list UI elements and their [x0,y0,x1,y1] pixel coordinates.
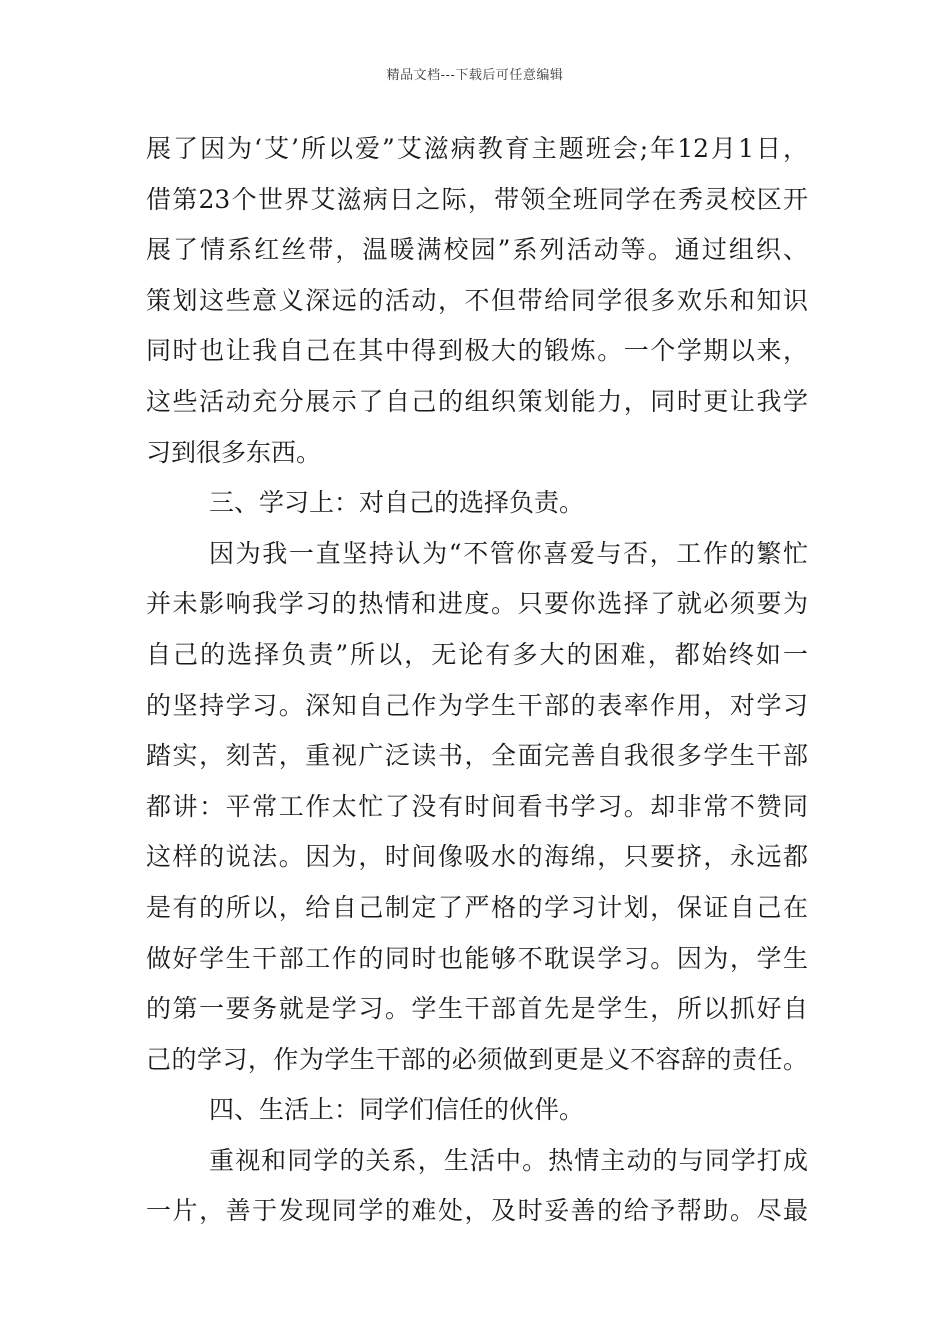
text-line: 做好学生干部工作的同时也能够不耽误学习。因为，学生 [146,943,808,973]
text-line: 借第23个世界艾滋病日之际，带领全班同学在秀灵校区开 [146,184,808,214]
text-line: 是有的所以，给自己制定了严格的学习计划，保证自己在 [146,892,808,922]
text-line: 展了因为‘艾’所以爱”艾滋病教育主题班会;年12月1日， [146,134,808,163]
text-line: 四、生活上：同学们信任的伙伴。 [209,1095,585,1125]
text-line: 习到很多东西。 [146,437,322,467]
text-line: 一片，善于发现同学的难处，及时妥善的给予帮助。尽最 [146,1196,808,1226]
text-line: 展了情系红丝带，温暖满校园”系列活动等。通过组织、 [146,235,808,265]
text-line: 这样的说法。因为，时间像吸水的海绵，只要挤，永远都 [146,842,808,872]
document-body [146,128,808,1241]
text-line: 这些活动充分展示了自己的组织策划能力，同时更让我学 [146,386,808,416]
text-line: 自己的选择负责”所以，无论有多大的困难，都始终如一 [146,639,808,669]
text-line: 三、学习上：对自己的选择负责。 [209,488,585,518]
page-header: 精品文档---下载后可任意编辑 [386,68,564,83]
text-line: 的坚持学习。深知自己作为学生干部的表率作用，对学习 [146,690,808,720]
text-line: 都讲：平常工作太忙了没有时间看书学习。却非常不赞同 [146,791,808,821]
text-line: 同时也让我自己在其中得到极大的锻炼。一个学期以来， [146,336,808,366]
text-line: 策划这些意义深远的活动，不但带给同学很多欢乐和知识 [146,285,808,315]
text-line: 重视和同学的关系，生活中。热情主动的与同学打成 [209,1145,808,1175]
text-line: 的第一要务就是学习。学生干部首先是学生，所以抓好自 [146,994,808,1024]
text-line: 己的学习，作为学生干部的必须做到更是义不容辞的责任。 [146,1044,808,1074]
text-line: 因为我一直坚持认为“不管你喜爱与否，工作的繁忙 [209,538,808,568]
text-line: 并未影响我学习的热情和进度。只要你选择了就必须要为 [146,589,808,619]
text-line: 踏实，刻苦，重视广泛读书，全面完善自我很多学生干部 [146,741,808,771]
